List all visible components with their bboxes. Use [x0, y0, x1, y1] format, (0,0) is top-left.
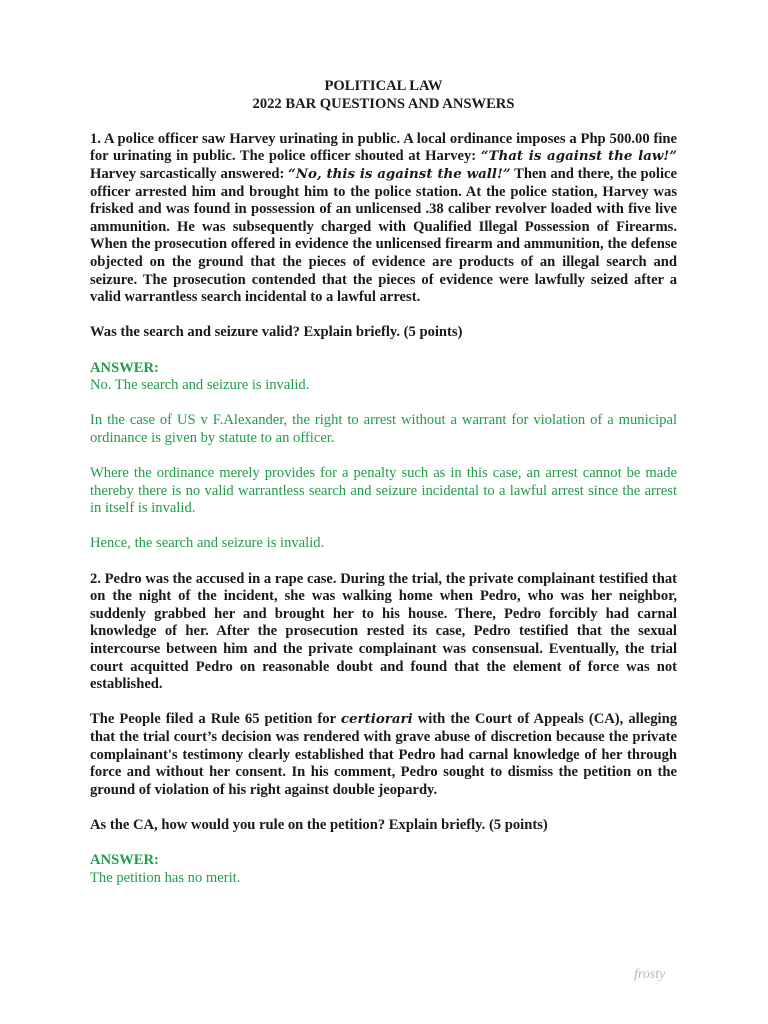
question-1-text: 1. A police officer saw Harvey urinating in public. A local ordinance imposes a Php 500.00 fine for urinating in public. The police officer shouted at Harvey: “That is against the law!” Harvey sarcastically answered: “No, this is against the wall!” Then and there, the police officer arrested him and brought him to the police station. At the police station, Harvey was frisked and was found in possession of an unlicensed .38 caliber revolver loaded with five live ammunition. He was subsequently charged with Qualified Illegal Possession of Firearms. When the prosecution offered in evidence the unlicensed firearm and ammunition, the defense objected on the ground that the pieces of evidence are products of an illegal search and seizure. The prosecution contended that the pieces of evidence were lawfully seized after a valid warrantless search incidental to a lawful arrest. [90, 130, 677, 306]
term-certiorari: certiorari [340, 711, 413, 728]
answer-1-lead: No. The search and seizure is invalid. [90, 377, 310, 394]
question-2-prompt: As the CA, how would you rule on the petition? Explain briefly. (5 points) [90, 816, 548, 833]
document-subtitle: 2022 BAR QUESTIONS AND ANSWERS [252, 95, 515, 112]
question-2-text: 2. Pedro was the accused in a rape case. During the trial, the private complainant testified that on the night of the incident, she was walking home when Pedro, who was her neighbor, suddenly grabbed her and brought her to his house. There, Pedro forcibly had carnal knowledge of her. After the prosecution rested its case, Pedro testified that the sexual intercourse between him and the private complainant was consensual. Eventually, the trial court acquitted Pedro on reasonable doubt and found that the element of force was not established. [90, 570, 677, 693]
quote-officer: “That is against the law!” [480, 148, 677, 165]
answer-2-label: ANSWER: [90, 852, 159, 869]
answer-1-paragraph-2: Where the ordinance merely provides for a penalty such as in this case, an arrest cannot be made thereby there is no valid warrantless search and seizure incidental to a lawful arrest since the arrest in itself is invalid. [90, 465, 677, 517]
answer-2-lead: The petition has no merit. [90, 869, 241, 886]
quote-harvey: “No, this is against the wall!” [288, 165, 511, 182]
question-2-text-continued: The People filed a Rule 65 petition for certiorari with the Court of Appeals (CA), alleging that the trial court’s decision was rendered with grave abuse of discretion because the private complainant's testimony clearly established that Pedro had carnal knowledge of her through force and without her consent. In his comment, Pedro sought to dismiss the petition on the ground of violation of his right against double jeopardy. [90, 711, 678, 798]
answer-1-paragraph-3: Hence, the search and seizure is invalid. [90, 535, 325, 552]
document-title: POLITICAL LAW [324, 78, 443, 94]
answer-1-label: ANSWER: [90, 359, 159, 376]
watermark: frosty [634, 967, 666, 982]
document-page [90, 78, 677, 887]
question-1-prompt: Was the search and seizure valid? Explain briefly. (5 points) [90, 324, 463, 341]
answer-1-paragraph-1: In the case of US v F.Alexander, the right to arrest without a warrant for violation of a municipal ordinance is given by statute to an officer. [90, 412, 677, 446]
